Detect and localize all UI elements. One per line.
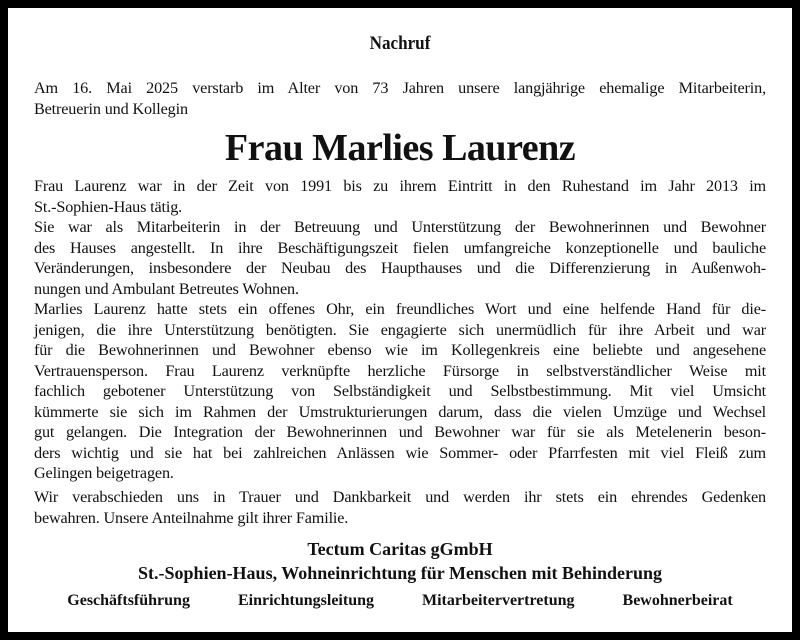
text-line: jenigen, die ihre Unterstützung benötigten. Sie engagierte sich unermüdlich für ihre Arbeit und war [34, 320, 766, 339]
obituary-notice [8, 8, 792, 632]
text-line: des Hauses angestellt. In ihre Beschäftigungszeit fielen umfangreiche konzeptionelle und bauliche [34, 238, 766, 257]
paragraph-tribute [34, 299, 766, 484]
text-line: Sie war als Mitarbeiterin in der Betreuung und Unterstützung der Bewohnerinnen und Bewohner [34, 218, 766, 236]
signatory: Mitarbeitervertretung [421, 592, 575, 609]
signatory: Geschäftsführung [67, 592, 190, 609]
deceased-name: Frau Marlies Laurenz [224, 127, 576, 169]
text-line: ders wichtig und sie hat bei zahlreichen Anlässen wie Sommer- oder Pfarrfesten mit viel Fleiß zum [34, 443, 766, 462]
text-line: gut gelangen. Die Integration der Bewohnerinnen und Bewohner war für sie als Metelenerin beson- [34, 423, 766, 441]
text-line: Frau Laurenz war in der Zeit von 1991 bis zu ihrem Eintritt in den Ruhestand im Jahr 2013 im [34, 177, 766, 195]
signatory: Einrichtungsleitung [237, 592, 374, 609]
text-line: bewahren. Unsere Anteilnahme gilt ihrer Familie. [34, 508, 349, 527]
text-line: fachlich gebotener Unterstützung von Selbständigkeit und Selbstbestimmung. Mit viel Umsicht [34, 382, 766, 400]
signatories [8, 592, 792, 610]
text-line: für die Bewohnerinnen und Bewohner ebenso wie im Kollegenkreis eine beliebte und angesehene [34, 341, 766, 359]
notice-heading: Nachruf [369, 33, 431, 54]
intro-line: Am 16. Mai 2025 verstarb im Alter von 73 Jahren unsere langjährige ehemalige Mitarbeiterin, [34, 79, 766, 97]
text-line: nungen und Ambulant Betreutes Wohnen. [34, 279, 299, 298]
signatory: Bewohnerbeirat [622, 592, 733, 609]
paragraph-farewell [34, 487, 766, 528]
organization-name: Tectum Caritas gGmbH [307, 539, 493, 559]
text-line: kümmerte sie sich im Rahmen der Umstrukturierungen darum, dass die vielen Umzüge und Wechsel [34, 402, 766, 421]
text-line: St.-Sophien-Haus tätig. [34, 197, 183, 216]
text-line: Wir verabschieden uns in Trauer und Dankbarkeit und werden ihr stets ein ehrendes Gedenken [34, 488, 766, 506]
text-line: Marlies Laurenz hatte stets ein offenes Ohr, ein freundliches Wort und eine helfende Hand für die- [34, 300, 766, 318]
text-line: Veränderungen, insbesondere der Neubau des Haupthauses und die Differenzierung in Außenwoh- [34, 259, 766, 277]
text-line: Gelingen beigetragen. [34, 464, 174, 482]
intro-line: Betreuerin und Kollegin [34, 99, 188, 118]
text-line: Vertrauensperson. Frau Laurenz verknüpfte herzliche Fürsorge in selbstverständlicher Weise mit [34, 361, 766, 380]
paragraph-career [34, 176, 766, 299]
institution-name: St.-Sophien-Haus, Wohneinrichtung für Menschen mit Behinderung [138, 563, 662, 583]
intro-text [34, 78, 766, 119]
